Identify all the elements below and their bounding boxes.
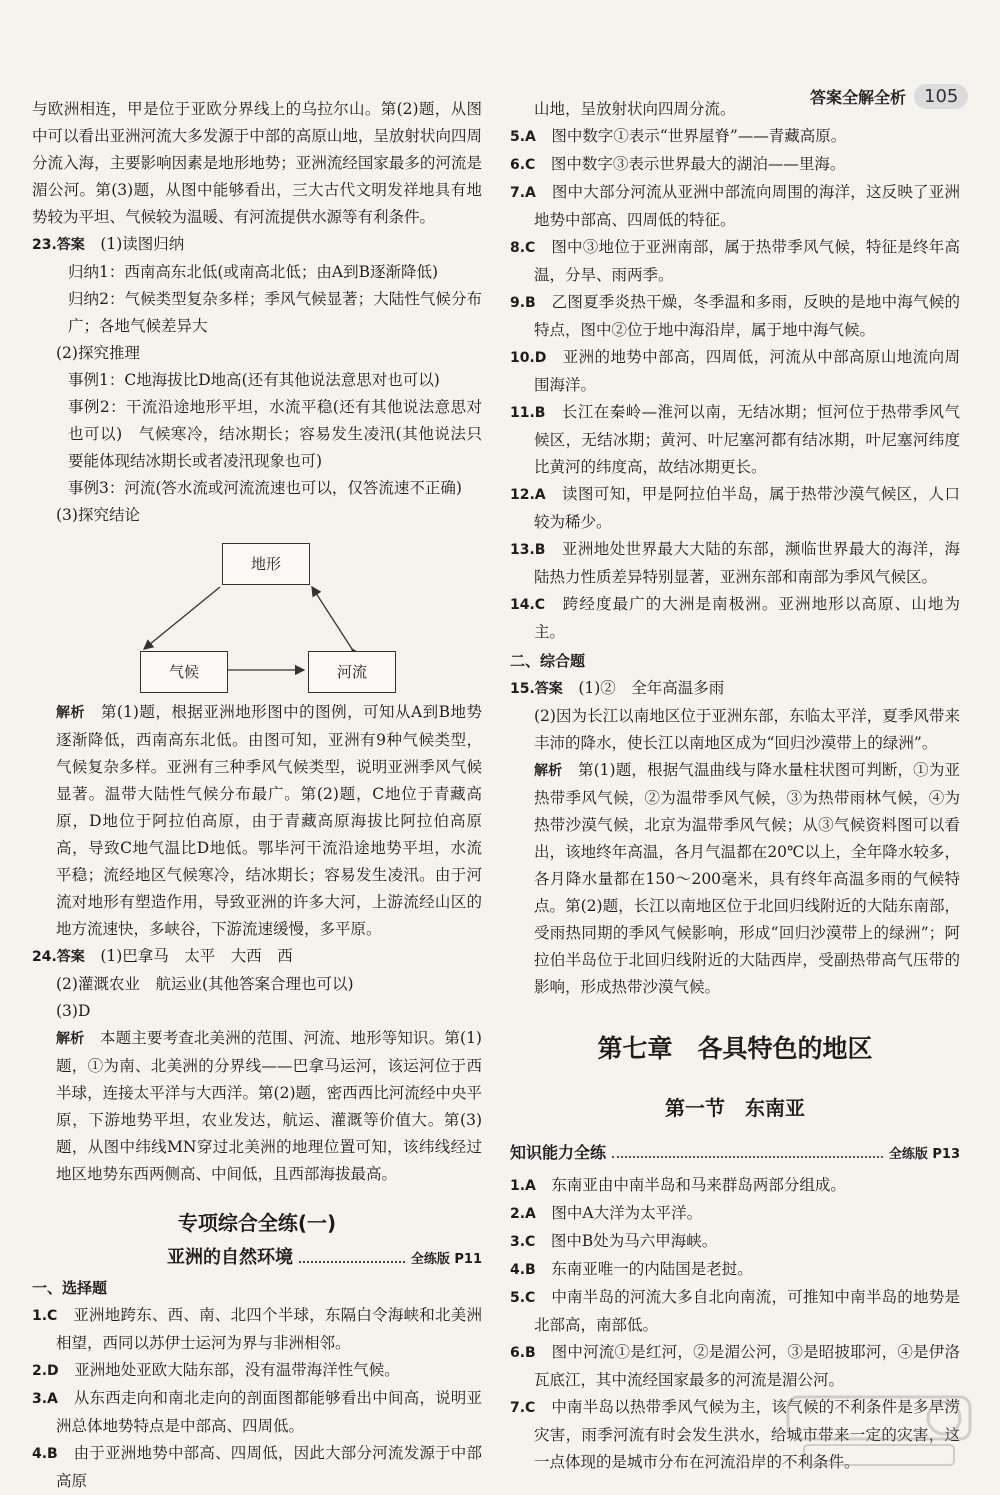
answer-15-line [510,675,960,703]
answer-24-number: 24.答案 [32,949,85,965]
answer-23-number: 23.答案 [32,237,85,253]
answer-item [510,399,960,481]
answer-15-part1: (1)② 全年高温多雨 [578,679,725,697]
answer-item-text: 亚洲地处世界最大大陆的东部，濒临世界最大的海洋，海陆热力性质差异特别显著，亚洲东部和南部为季风气候区。 [534,540,960,586]
answer-item [510,1256,960,1284]
answer-item-number: 5.C [510,1290,536,1306]
answer-item [510,1200,960,1228]
answer-24-part2: (2)灌溉农业 航运业(其他答案合理也可以) [56,975,354,993]
special-practice-subtitle [32,1244,482,1273]
answer-item-text: 东南亚唯一的内陆国是老挝。 [551,1260,753,1278]
answer-item-number: 3.A [32,1391,58,1407]
answer-item-text: 长江在秦岭—淮河以南，无结冰期；恒河位于热带季风气候区，无结冰期；黄河、叶尼塞河都有结冰期，叶尼塞河纬度比黄河的纬度高，故结冰期更长。 [534,403,960,476]
special-page-ref: 全练版 P11 [410,1252,482,1267]
answer-item-number: 5.A [510,129,536,145]
answer-item-number: 13.B [510,542,546,558]
answer-item [510,1284,960,1339]
header-title: 答案全解全析 [810,88,907,107]
continued-paragraph: 与欧洲相连，甲是位于亚欧分界线上的乌拉尔山。第(2)题，从图中可以看出亚洲河流大多发源于中部的高原山地，呈放射状向四周分流入海，主要影响因素是地形地势；亚洲流经国家最多的河流是湄公河。第(3)题，从图中能够看出，三大古代文明发祥地具有地势较为平坦、气候较为温暖、有河流提供水源等有利条件。 [32,100,482,226]
answer-item [510,234,960,289]
answer-item-text: 亚洲的地势中部高，四周低，河流从中部高原山地流向周围海洋。 [534,348,960,394]
answer-item-number: 4.B [510,1262,536,1278]
answer-item [32,1302,482,1357]
answer-item [32,1357,482,1385]
answer-23-part1: (1)读图归纳 [100,235,185,253]
answer-23-part3: (3)探究结论 [56,506,140,524]
answer-24-explanation-text: 本题主要考查北美洲的范围、河流、地形等知识。第(1)题，①为南、北美洲的分界线——巴拿马运河，该运河位于西半球，连接太平洋与大西洋。第(2)题，密西西比河流经中央平原，下游地势平坦，农业发达，航运、灌溉等价值大。第(3)题，从图中纬线MN穿过北美洲的地理位置可知，该纬线经过地区地势东西两侧高、中间低，且西部海拔最高。 [56,1029,482,1183]
dot-leader [612,1156,883,1158]
diagram-box-terrain: 地形 [222,543,310,585]
answer-item-number: 6.B [510,1345,536,1361]
answer-item-text: 图中③地位于亚洲南部，属于热带季风气候，特征是终年高温，分旱、雨两季。 [534,238,960,284]
arrow-terrain-to-climate [144,587,220,649]
answer-23-explanation-text: 第(1)题，根据亚洲地形图中的图例，可知从A到B地势逐渐降低，西南高东北低。由图可知，亚洲有9种气候类型，气候复杂多样。亚洲有三种季风气候类型，说明亚洲季风气候显著。温带大陆性气候分布最广。第(2)题，C地位于青藏高原，D地位于阿拉伯高原，由于青藏高原海拔比阿拉伯高原高，导致C地气温比D地低。鄂毕河干流沿途地势平坦，水流平稳；流经地区气候寒冷，结冰期长；容易发生凌汛。由于河流对地形有塑造作用，导致亚洲的许多大河，上游流经山区的地方流速快，多峡谷，下游流速缓慢，多平原。 [56,703,482,938]
answer-24-explanation [32,1025,482,1188]
answer-item-text: 由于亚洲地势中部高、四周低，因此大部分河流发源于中部高原 [56,1444,482,1490]
answer-23-example1: 事例1：C地海拔比D地高(还有其他说法意思对也可以) [68,371,440,389]
answer-item-text: 中南半岛的河流大多自北向南流，可推知中南半岛的地势是北部高，南部低。 [534,1288,960,1334]
left-column [32,96,482,1495]
answer-item-text: 图中数字③表示世界最大的湖泊——里海。 [550,155,846,173]
page-number: 105 [914,84,968,109]
answer-item [510,151,960,179]
answer-item-number: 1.A [510,1178,536,1194]
answer-item-text: 亚洲地处亚欧大陆东部，没有温带海洋性气候。 [74,1361,400,1379]
answer-24-part3: (3)D [56,1002,91,1020]
answer-item-text: 从东西走向和南北走向的剖面图都能够看出中间高，说明亚洲总体地势特点是中部高、四周低。 [56,1389,482,1435]
answer-item-text: 图中数字①表示“世界屋脊”——青藏高原。 [551,127,847,145]
answer-23-example2: 事例2：干流沿途地形平坦，水流平稳(还有其他说法意思对也可以) 气候寒冷，结冰期长；容易发生凌汛(其他说法只要能体现结冰期长或者凌汛现象也可) [68,398,482,470]
answer-23-example3: 事例3：河流(答水流或河流流速也可以，仅答流速不正确) [68,479,462,497]
diagram-box-river: 河流 [308,651,396,693]
answer-item [510,536,960,591]
dot-leader [299,1261,405,1263]
right-column [510,96,960,1476]
section-choice-heading: 一、选择题 [32,1279,108,1297]
answer-item-text: 东南亚由中南半岛和马来群岛两部分组成。 [551,1176,846,1194]
answer-item [510,289,960,344]
special-topic: 亚洲的自然环境 [167,1247,293,1268]
answer-item-number: 14.C [510,597,546,613]
answer-item-number: 6.C [510,157,536,173]
explanation-label: 解析 [56,1031,85,1047]
knowledge-practice-bar [510,1139,960,1168]
answer-item [510,1339,960,1394]
knowledge-practice-label: 知识能力全练 [510,1143,607,1162]
section-comprehensive-heading: 二、综合题 [510,652,586,670]
chapter-title: 第七章 各具特色的地区 [597,1034,873,1063]
answer-item-text: 乙图夏季炎热干燥，冬季温和多雨，反映的是地中海气候的特点，图中②位于地中海沿岸，属于地中海气候。 [534,293,960,339]
answer-15-explanation [510,757,960,1001]
explanation-label: 解析 [56,705,85,721]
answer-item [32,1385,482,1440]
answer-item-number: 8.C [510,240,536,256]
answer-23-part2: (2)探究推理 [56,344,140,362]
special-practice-title: 专项综合全练(一) [177,1211,337,1235]
answer-item-number: 3.C [510,1234,536,1250]
answer-item-text: 图中A大洋为太平洋。 [551,1204,703,1222]
section-title: 第一节 东南亚 [665,1096,805,1120]
answer-item-text: 图中河流①是红河，②是湄公河，③是昭披耶河，④是伊洛瓦底江，其中流经国家最多的河流是湄公河。 [534,1343,960,1389]
answer-item-number: 4.B [32,1446,58,1462]
answer-item [510,481,960,536]
answer-item-number: 1.C [32,1308,58,1324]
relation-diagram [32,535,482,695]
answer-23-explanation [32,699,482,943]
answer-item-number: 11.B [510,405,546,421]
answer-15-number: 15.答案 [510,681,563,697]
answer-item [32,1440,482,1495]
answer-item-text: 跨经度最广的大洲是南极洲。亚洲地形以高原、山地为主。 [534,595,960,641]
answer-item-number: 7.C [510,1400,536,1416]
answer-item-number: 7.A [510,185,536,201]
answer-item-text: 中南半岛以热带季风气候为主，该气候的不利条件是多旱涝灾害，雨季河流有时会发生洪水，给城市带来一定的灾害，这一点体现的是城市分布在河流沿岸的不利条件。 [534,1398,960,1471]
answer-item-number: 10.D [510,350,547,366]
answer-item [510,123,960,151]
explanation-label: 解析 [534,763,563,779]
answer-item [510,1228,960,1256]
answer-23-line [32,231,482,259]
answer-item-number: 9.B [510,295,536,311]
answer-item [510,179,960,234]
answer-item-text: 图中大部分河流从亚洲中部流向周围的海洋，这反映了亚洲地势中部高、四周低的特征。 [534,183,960,229]
watermark-logo [784,1393,974,1471]
answer-23-conclusion2: 归纳2：气候类型复杂多样；季风气候显著；大陆性气候分布广；各地气候差异大 [68,290,482,335]
diagram-box-climate: 气候 [140,651,228,693]
answer-15-part2: (2)因为长江以南地区位于亚洲东部，东临太平洋，夏季风带来丰沛的降水，使长江以南地区成为“回归沙漠带上的绿洲”。 [534,707,960,752]
answer-item-text: 亚洲地跨东、西、南、北四个半球，东隔白令海峡和北美洲相望，西同以苏伊士运河为界与非洲相邻。 [56,1306,482,1352]
answer-item-number: 12.A [510,487,546,503]
continued-line: 山地，呈放射状向四周分流。 [534,100,736,118]
answer-15-explanation-text: 第(1)题，根据气温曲线与降水量柱状图可判断，①为亚热带季风气候，②为温带季风气候，③为热带雨林气候，④为热带沙漠气候，北京为温带季风气候；从③气候资料图可以看出，该地终年高温，各月气温都在20℃以上，全年降水较多，各月降水量都在150～200毫米，具有终年高温多雨的气候特点。第(2)题，长江以南地区位于北回归线附近的大陆东南部，受雨热同期的季风气候影响，形成“回归沙漠带上的绿洲”；阿拉伯半岛位于北回归线附近的大陆西岸，受副热带高气压带的影响，形成热带沙漠气候。 [534,761,960,996]
answer-24-part1: (1)巴拿马 太平 大西 西 [100,947,293,965]
answer-24-line [32,943,482,971]
answer-item-text: 读图可知，甲是阿拉伯半岛，属于热带沙漠气候区，人口较为稀少。 [534,485,960,531]
answer-23-conclusion1: 归纳1：西南高东北低(或南高北低；由A到B逐渐降低) [68,263,439,281]
knowledge-page-ref: 全练版 P13 [888,1147,960,1162]
answer-item-number: 2.D [32,1363,59,1379]
answer-item [510,1172,960,1200]
answer-item-text: 图中B处为马六甲海峡。 [550,1232,718,1250]
answer-item [510,591,960,646]
answer-item-number: 2.A [510,1206,536,1222]
arrow-river-terrain [312,587,352,649]
answer-item [510,344,960,399]
